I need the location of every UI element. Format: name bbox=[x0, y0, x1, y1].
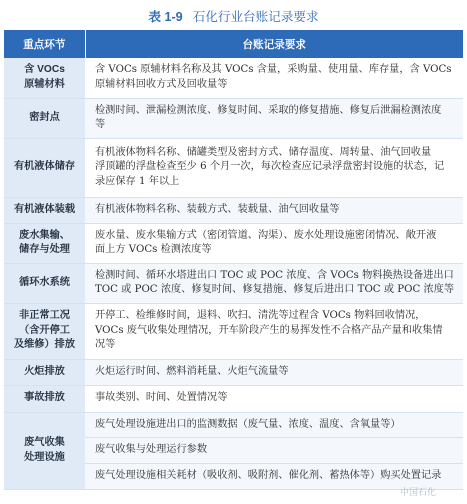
requirement-cell bbox=[85, 359, 463, 385]
requirement-line: 检测时间、循环水塔进出口 TOC 或 POC 浓度、含 VOCs 物料换热设备进出口 bbox=[95, 269, 454, 281]
header-ledger-requirements: 台账记录要求 bbox=[85, 30, 463, 58]
table-row bbox=[4, 412, 463, 489]
requirement-subrow bbox=[85, 413, 463, 438]
requirement-line: 录应保存 1 年以上 bbox=[95, 175, 180, 187]
key-stage-cell bbox=[4, 412, 85, 489]
requirement-line: 有机液体物料名称、装载方式、装载量、油气回收量等 bbox=[95, 203, 340, 215]
key-stage-line: 有机液体装载 bbox=[13, 203, 76, 215]
requirement-cell bbox=[85, 138, 463, 197]
table-row bbox=[4, 98, 463, 138]
table-header bbox=[4, 30, 463, 58]
table-caption: 石化行业台账记录要求 bbox=[192, 8, 319, 24]
requirement-line: TOC 或 POC 浓度、修复时间、修复措施、修复后进出口 TOC 或 POC 浓度等 bbox=[95, 284, 455, 295]
table-row bbox=[4, 138, 463, 197]
key-stage-line: 及维修）排放 bbox=[13, 339, 76, 351]
key-stage-cell bbox=[4, 303, 85, 359]
table-row bbox=[4, 197, 463, 223]
key-stage-line: 含 VOCs bbox=[24, 64, 65, 76]
key-stage-line: 废水集输、 bbox=[19, 229, 70, 241]
requirement-line: 有机液体物料名称、储罐类型及密封方式、储存温度、周转量、油气回收量 bbox=[95, 146, 432, 158]
key-stage-line: 处理设施 bbox=[24, 451, 65, 463]
table-number: 表 1-9 bbox=[148, 9, 183, 24]
key-stage-cell bbox=[4, 263, 85, 303]
requirement-line: 废气收集与处理运行参数 bbox=[95, 444, 208, 456]
requirement-cell bbox=[85, 223, 463, 263]
requirement-cell bbox=[85, 263, 463, 303]
requirement-line: 浮顶罐的浮盘检查至少 6 个月一次，每次检查应记录浮盘密封设施的状态，记 bbox=[95, 161, 445, 173]
key-stage-cell bbox=[4, 138, 85, 197]
requirement-line: 原辅材料回收方式及回收量等 bbox=[95, 78, 228, 90]
requirement-line: VOCs 废气收集处理情况，开车阶段产生的易挥发性不合格产品产量和收集情 bbox=[95, 324, 443, 336]
key-stage-line: 有机液体储存 bbox=[13, 161, 76, 173]
requirement-cell bbox=[85, 98, 463, 138]
key-stage-line: 循环水系统 bbox=[19, 276, 70, 288]
watermark: 中国石化 bbox=[399, 488, 436, 498]
requirement-subrow bbox=[85, 438, 463, 463]
table-row bbox=[4, 263, 463, 303]
header-key-stage: 重点环节 bbox=[4, 30, 85, 58]
key-stage-line: （含开停工 bbox=[19, 324, 70, 336]
ledger-requirements-table bbox=[4, 30, 463, 490]
requirement-line: 开停工、检维修时间，退料、吹扫、清洗等过程含 VOCs 物料回收情况， bbox=[95, 310, 426, 322]
requirement-line: 检测时间、泄漏检测浓度、修复时间、采取的修复措施、修复后泄漏检测浓度 bbox=[95, 104, 442, 116]
requirement-line: 火炬运行时间、燃料消耗量、火炬气流量等 bbox=[95, 365, 289, 377]
table-row bbox=[4, 359, 463, 385]
table-row bbox=[4, 385, 463, 412]
table-title bbox=[0, 0, 467, 32]
table-body bbox=[4, 58, 463, 489]
key-stage-line: 废气收集 bbox=[24, 437, 65, 449]
key-stage-line: 储存与处理 bbox=[19, 244, 70, 255]
table-row bbox=[4, 303, 463, 359]
key-stage-cell bbox=[4, 58, 85, 98]
header-row bbox=[4, 30, 463, 58]
key-stage-cell bbox=[4, 197, 85, 223]
requirement-cell bbox=[85, 412, 463, 489]
key-stage-cell bbox=[4, 223, 85, 263]
key-stage-line: 火炬排放 bbox=[24, 365, 65, 377]
key-stage-cell bbox=[4, 385, 85, 412]
requirement-line: 况等 bbox=[95, 339, 116, 351]
requirement-cell bbox=[85, 385, 463, 412]
requirement-line: 等 bbox=[95, 119, 106, 130]
requirement-line: 废气处理设施相关耗材（吸收剂、吸附剂、催化剂、蓄热体等）购买处置记录 bbox=[95, 469, 442, 481]
requirement-cell bbox=[85, 303, 463, 359]
table-row bbox=[4, 58, 463, 98]
requirement-line: 废气处理设施进出口的监测数据（废气量、浓度、温度、含氧量等） bbox=[95, 418, 401, 430]
requirement-cell bbox=[85, 197, 463, 223]
requirement-line: 含 VOCs 原辅材料名称及其 VOCs 含量，采购量、使用量、库存量，含 VOCs bbox=[95, 64, 452, 76]
table-row bbox=[4, 223, 463, 263]
key-stage-line: 非正常工况 bbox=[19, 310, 70, 322]
key-stage-cell bbox=[4, 98, 85, 138]
requirement-cell bbox=[85, 58, 463, 98]
requirement-line: 废水量、废水集输方式（密闭管道、沟渠）、废水处理设施密闭情况、敞开液 bbox=[95, 229, 437, 241]
key-stage-line: 原辅材料 bbox=[24, 78, 65, 90]
key-stage-line: 密封点 bbox=[29, 111, 60, 123]
requirement-line: 面上方 VOCs 检测浓度等 bbox=[95, 244, 212, 255]
requirement-line: 事故类别、时间、处置情况等 bbox=[95, 392, 228, 404]
key-stage-cell bbox=[4, 359, 85, 385]
key-stage-line: 事故排放 bbox=[24, 392, 65, 404]
